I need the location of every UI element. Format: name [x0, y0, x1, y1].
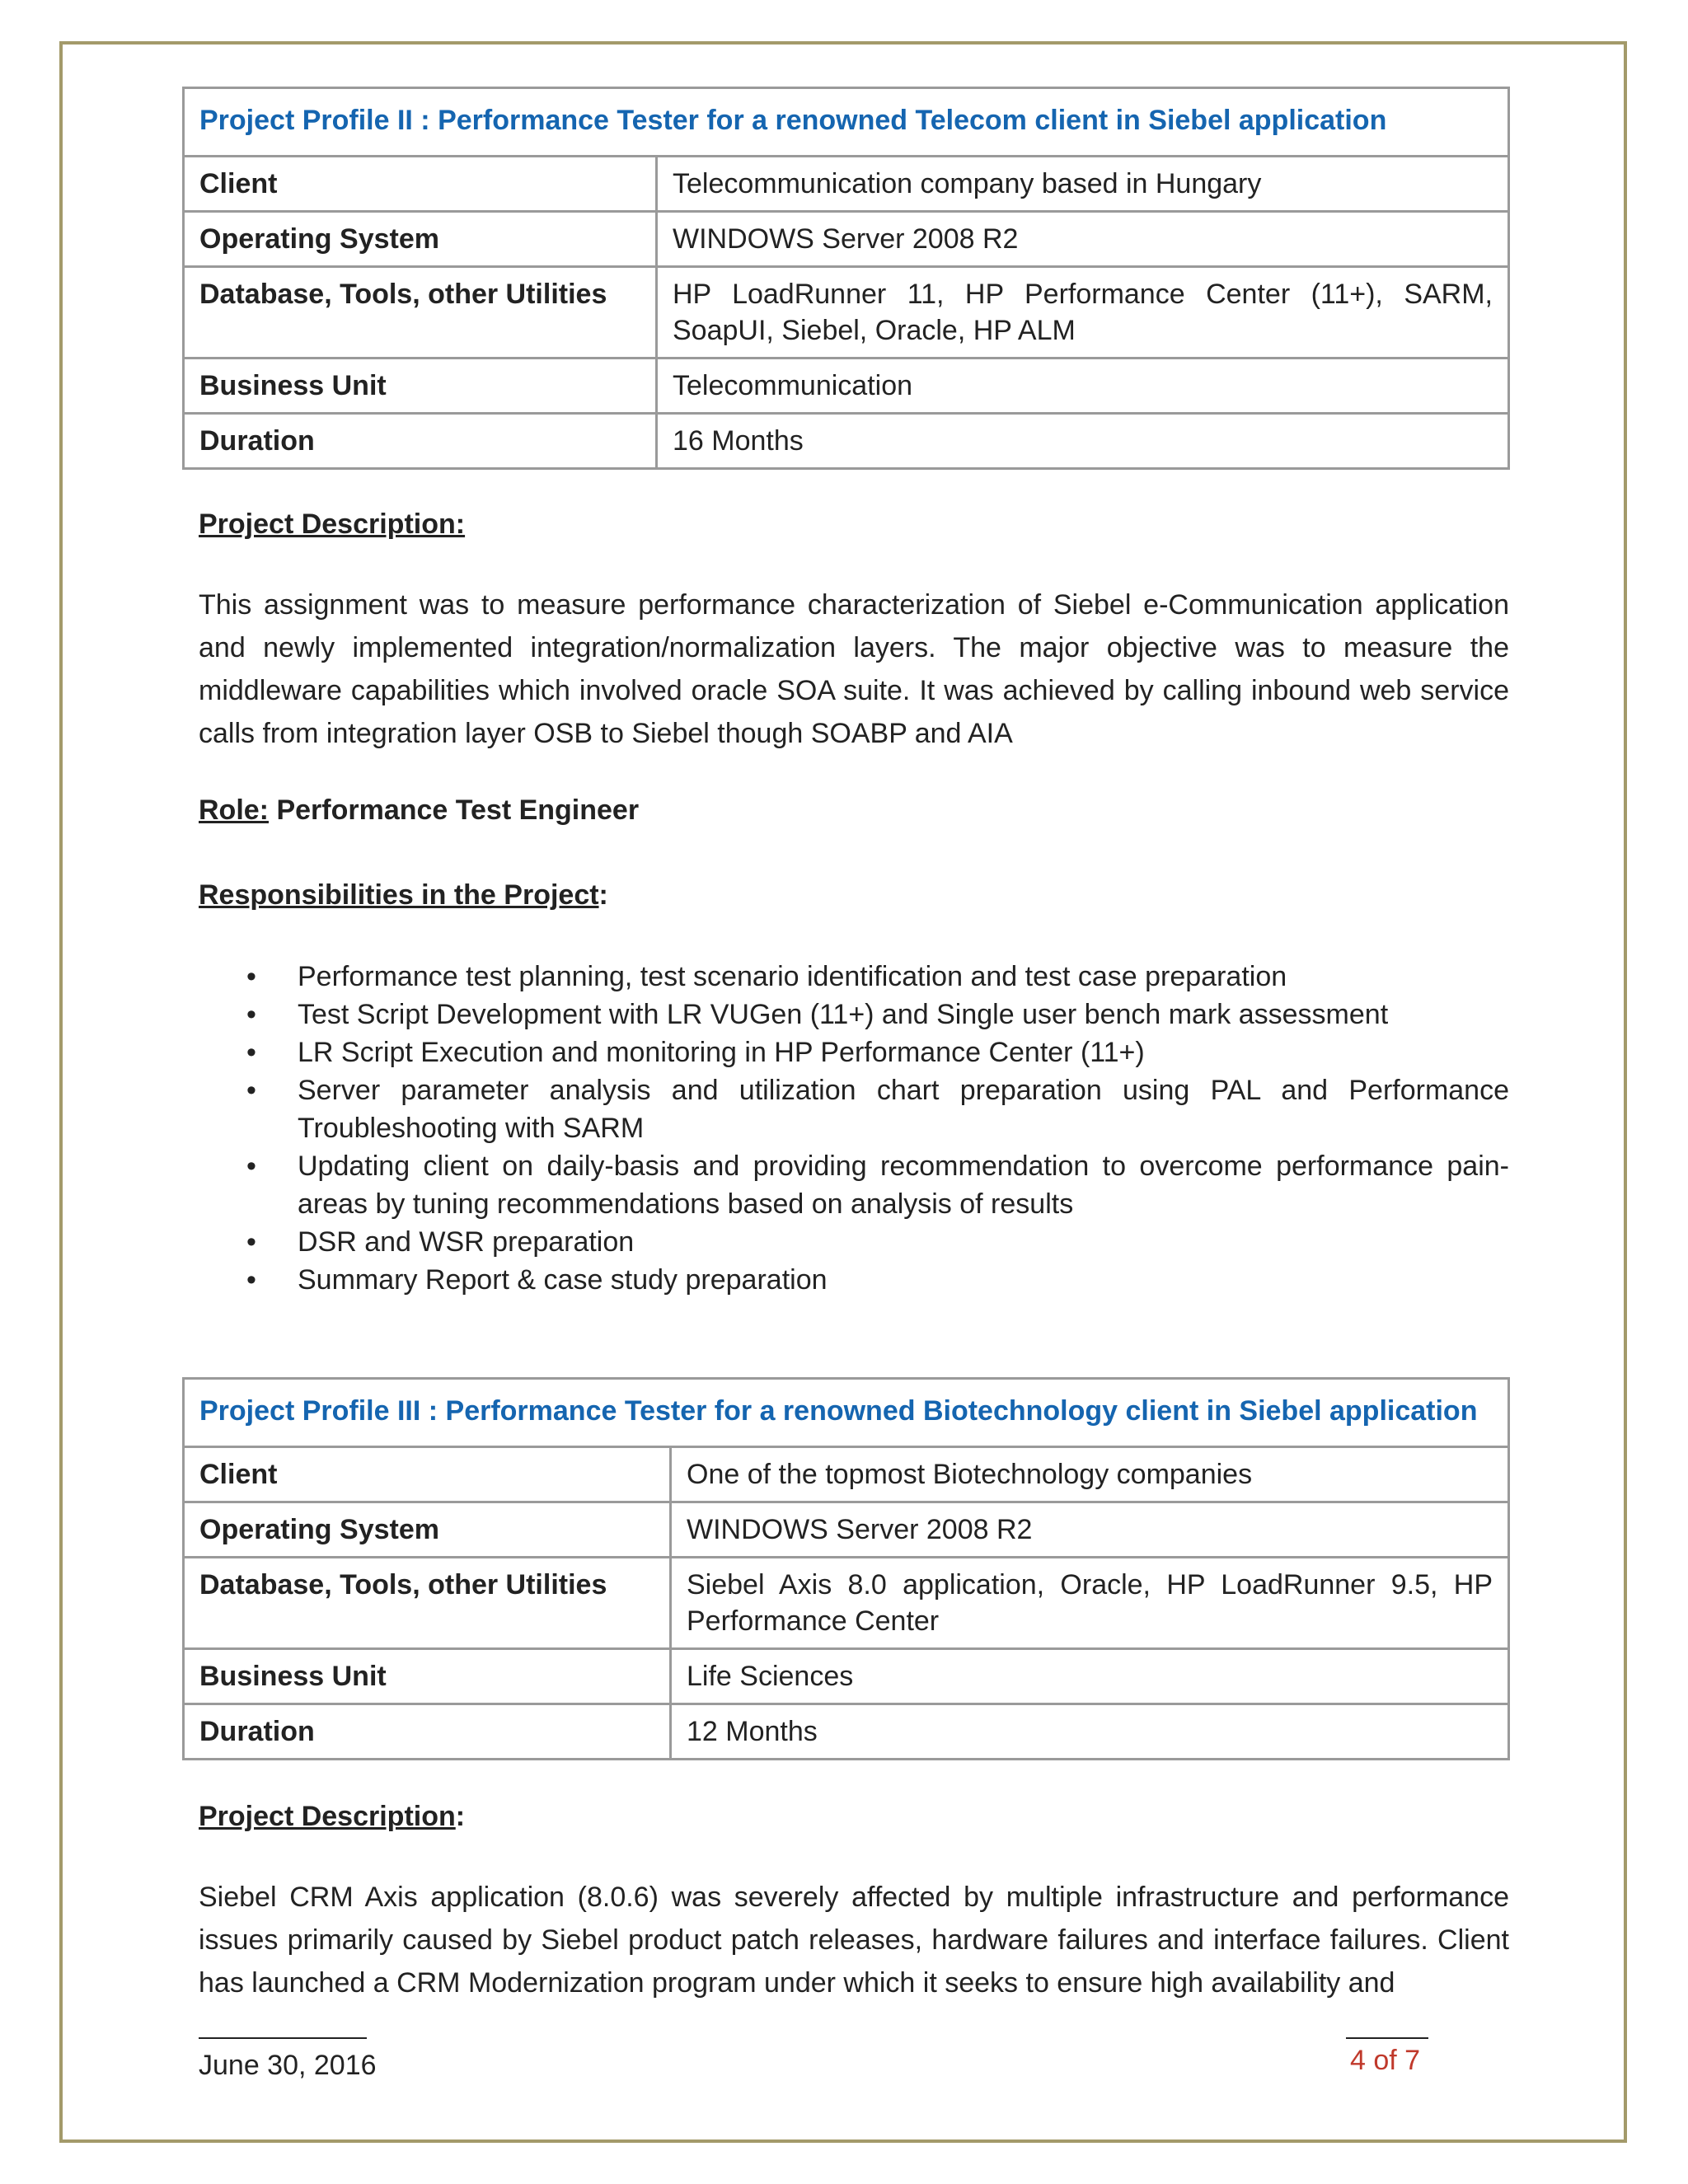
table-row — [184, 414, 1509, 469]
row-label-business-unit: Business Unit — [184, 359, 657, 414]
project-profile-3-table — [182, 1377, 1510, 1760]
list-item: • Updating client on daily-basis and providing recommendation to overcome performance pain-areas by tuning recommendations based on analysis of results — [298, 1147, 1509, 1223]
profile-2-title: Project Profile II : Performance Tester for a renowned Telecom client in Siebel application — [184, 88, 1509, 157]
row-label-client: Client — [184, 1447, 671, 1502]
row-value-tools: Siebel Axis 8.0 application, Oracle, HP LoadRunner 9.5, HP Performance Center — [671, 1558, 1509, 1649]
table-row — [184, 1502, 1509, 1558]
row-label-os: Operating System — [184, 212, 657, 267]
table-row — [184, 157, 1509, 212]
row-label-os: Operating System — [184, 1502, 671, 1558]
row-label-business-unit: Business Unit — [184, 1649, 671, 1704]
row-value-duration: 16 Months — [657, 414, 1509, 469]
row-value-tools: HP LoadRunner 11, HP Performance Center (11+), SARM, SoapUI, Siebel, Oracle, HP ALM — [657, 267, 1509, 359]
row-value-client: Telecommunication company based in Hungary — [657, 157, 1509, 212]
list-item: • Test Script Development with LR VUGen (11+) and Single user bench mark assessment — [298, 996, 1509, 1033]
table-header-row — [184, 88, 1509, 157]
project-3-description-heading-text: Project Description — [199, 1801, 456, 1832]
row-label-client: Client — [184, 157, 657, 212]
project-3-description-colon: : — [455, 1801, 466, 1832]
row-value-os: WINDOWS Server 2008 R2 — [657, 212, 1509, 267]
responsibilities-heading — [199, 874, 1509, 916]
table-row — [184, 212, 1509, 267]
row-value-client: One of the topmost Biotechnology companies — [671, 1447, 1509, 1502]
project-description-text: This assignment was to measure performance characterization of Siebel e-Communication application and newly implemented integration/normalization layers. The major objective was to measure the middleware capabilities which involved oracle SOA suite. It was achieved by calling inbound web service calls from integration layer OSB to Siebel though SOABP and AIA — [199, 589, 1509, 749]
list-item: • Performance test planning, test scenario identification and test case preparation — [298, 958, 1509, 996]
row-value-duration: 12 Months — [671, 1704, 1509, 1760]
footer-date: June 30, 2016 — [199, 2050, 377, 2081]
responsibilities-heading-text: Responsibilities in the Project — [199, 879, 599, 911]
project-3-description-text: Siebel CRM Axis application (8.0.6) was severely affected by multiple infrastructure and performance issues primarily caused by Siebel product patch releases, hardware failures and interface failures. Client has launched a CRM Modernization program under which it seeks to ensure high availability and — [199, 1882, 1509, 1999]
table-row — [184, 1447, 1509, 1502]
row-value-business-unit: Life Sciences — [671, 1649, 1509, 1704]
project-description-heading-text: Project Description: — [199, 509, 466, 540]
page-number: 4 of 7 — [1350, 2045, 1421, 2076]
responsibilities-colon: : — [598, 879, 608, 911]
project-3-description-heading — [199, 1795, 1509, 1838]
row-value-business-unit: Telecommunication — [657, 359, 1509, 414]
row-value-os: WINDOWS Server 2008 R2 — [671, 1502, 1509, 1558]
role-value: Performance Test Engineer — [269, 794, 640, 826]
table-row — [184, 267, 1509, 359]
row-label-tools: Database, Tools, other Utilities — [184, 267, 657, 359]
row-label-duration: Duration — [184, 1704, 671, 1760]
row-label-tools: Database, Tools, other Utilities — [184, 1558, 671, 1649]
table-row — [184, 1558, 1509, 1649]
table-row — [184, 359, 1509, 414]
role-label: Role: — [199, 794, 269, 826]
table-row — [184, 1649, 1509, 1704]
footer-rule-left — [199, 2037, 367, 2039]
role-line — [199, 789, 1509, 832]
list-item: • LR Script Execution and monitoring in HP Performance Center (11+) — [298, 1033, 1509, 1071]
table-row — [184, 1704, 1509, 1760]
profile-3-title: Project Profile III : Performance Tester for a renowned Biotechnology client in Siebel application — [184, 1379, 1509, 1447]
list-item: • Server parameter analysis and utilization chart preparation using PAL and Performance Troubleshooting with SARM — [298, 1071, 1509, 1147]
list-item: • Summary Report & case study preparation — [298, 1261, 1509, 1299]
responsibilities-list — [199, 958, 1509, 1299]
row-label-duration: Duration — [184, 414, 657, 469]
project-profile-2-table — [182, 87, 1510, 470]
project-description-heading — [199, 503, 1509, 546]
list-item: • DSR and WSR preparation — [298, 1223, 1509, 1261]
table-header-row — [184, 1379, 1509, 1447]
